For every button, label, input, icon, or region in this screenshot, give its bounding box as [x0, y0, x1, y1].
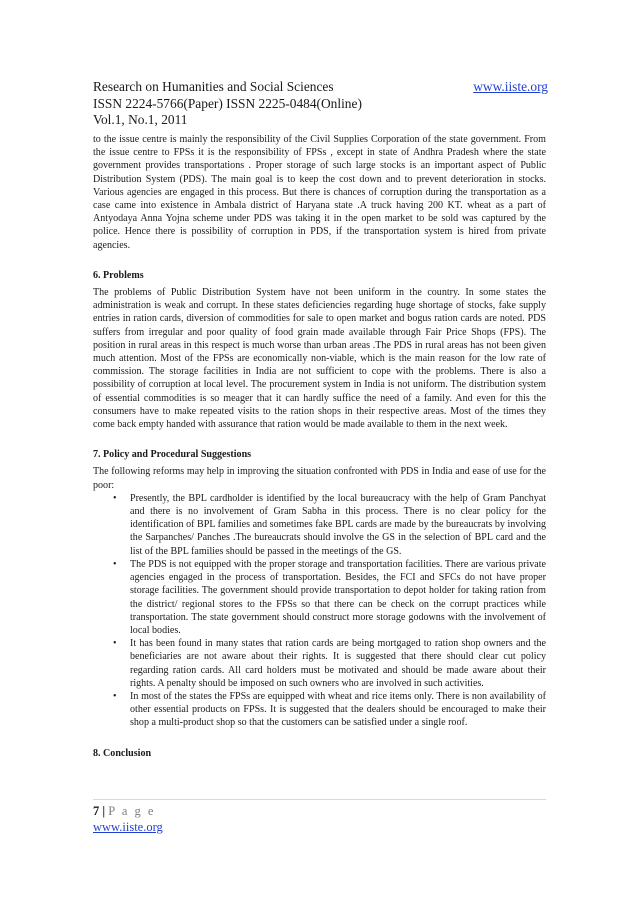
footer-divider [93, 799, 546, 800]
footer-website-link[interactable]: www.iiste.org [93, 820, 163, 834]
page-header [93, 79, 548, 129]
issn-line: ISSN 2224-5766(Paper) ISSN 2225-0484(Online) [93, 95, 362, 111]
footer-separator: | [99, 804, 109, 818]
list-item-text: In most of the states the FPSs are equipped with wheat and rice items only. There is non availability of other essential products on FPSs. It is suggested that the dealers should be encouraged to make their shop a multi-product shop so that the customers can be satisfied under a single roof. [130, 690, 546, 729]
bullet-icon: • [113, 638, 117, 650]
section-8-heading: 8. Conclusion [93, 747, 152, 759]
list-item [93, 690, 546, 730]
list-item-text: It has been found in many states that ration cards are being mortgaged to ration shop owners and the beneficiaries are not aware about their rights. It is suggested that there should clear cut policy regarding ration cards. All card holders must be motivated and should be made aware about their rights. A penalty should be imposed on such owners who are involved in such activities. [130, 638, 546, 689]
page-content [93, 133, 546, 760]
list-item-text: The PDS is not equipped with the proper storage and transportation facilities. There are various private agencies engaged in the process of transportation. Besides, the FCI and SFCs do not have proper storage facilities. The government should provide transportation to depot holder for taking ration from the district/ regional stores to the FPSs so that there can be check on the corrupt practices while transportation. The state government should construct more storage godowns with the involvement of local bodies. [130, 558, 546, 636]
bullet-icon: • [113, 690, 117, 702]
list-item [93, 637, 546, 690]
section-7-intro: The following reforms may help in improving the situation confronted with PDS in India and ease of use for the poor: [93, 466, 546, 491]
header-website-link[interactable]: www.iiste.org [473, 79, 548, 94]
section-6-paragraph: The problems of Public Distribution System have not been uniform in the country. In some states the administration is weak and corrupt. In these states deficiencies regarding huge shortage of stocks, fake supply entries in ration cards, diversion of commodities for sale to open market and bogus ration cards are noted. PDS suffers from irregular and poor quality of food grain made available through Fair Price Shops (FPS). The position in rural areas in this respect is much worse than urban areas .The PDS in rural areas has not been given much attention. Most of the FPSs are economically non-viable, which is the main reason for the low rate of commission. The storage facilities in India are not sufficient to cope with the problems. There is also a possibility of corruption at local level. The procurement system in India is not uniform. The distribution system of essential commodities is so meager that it can hardly suffice the need of a family. And even for this the consumers have to make repeated visits to the ration shops in their respective areas. Most of the times they come back empty handed with assurance that ration would be made available to them in the next week. [93, 287, 546, 431]
suggestions-list [93, 492, 546, 730]
section-6-heading: 6. Problems [93, 269, 144, 281]
list-item-text: Presently, the BPL cardholder is identified by the local bureaucracy with the help of Gram Panchyat and there is no involvement of Gram Sabha in this process. There is no clear policy for the identification of BPL families and sometimes fake BPL cards are made by the bureaucrats by involving the Sarpanches/ Panches .The bureaucrats should involve the GS in the selection of BPL card and the list of the BPL families should be passed in the meetings of the GS. [130, 492, 546, 557]
page-number: 7 [93, 804, 100, 818]
section-7-heading: 7. Policy and Procedural Suggestions [93, 449, 252, 461]
page-footer [93, 803, 163, 835]
bullet-icon: • [113, 492, 117, 504]
volume-line: Vol.1, No.1, 2011 [93, 112, 188, 127]
page-label: P a g e [108, 804, 156, 818]
bullet-icon: • [113, 558, 117, 570]
list-item [93, 558, 546, 637]
intro-paragraph: to the issue centre is mainly the responsibility of the Civil Supplies Corporation of the state government. From the issue centre to FPSs it is the responsibility of FPSs , except in state of Andhra Pradesh where the state government provides transportations . Proper storage of such large stocks is an important aspect of Public Distribution System (PDS). The main goal is to keep the cost down and to prevent deterioration in stocks. Various agencies are engaged in this process. But there is chances of corruption during the transportation as a case came into existence in Ambala district of Haryana state .A truck having 200 KT. wheat as a part of Antyodaya Anna Yojna scheme under PDS was taking it in the open market to be sold was captured by the police. Hence there is possibility of corruption in PDS, if the transportation system is hired from private agencies. [93, 134, 546, 251]
list-item [93, 492, 546, 558]
journal-title: Research on Humanities and Social Sciences [93, 79, 334, 94]
